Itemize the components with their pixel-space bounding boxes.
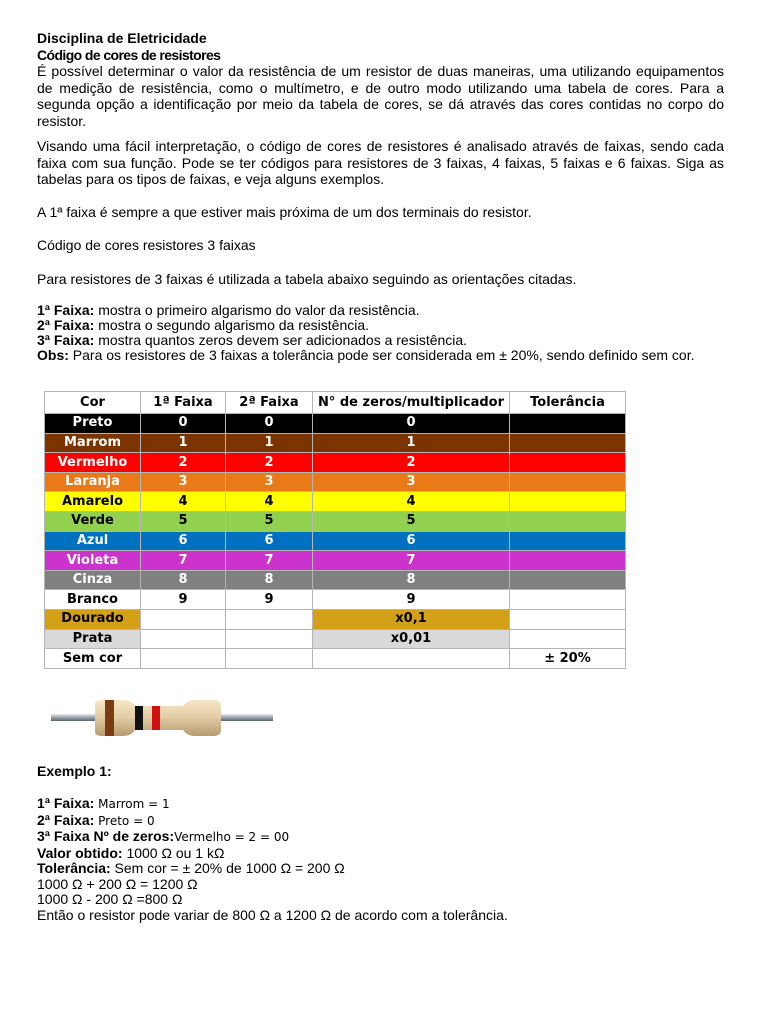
cell-tolerancia: [510, 453, 626, 473]
band-label: 1ª Faixa:: [37, 302, 95, 318]
band-descriptions: [37, 303, 724, 363]
example-band-1: [37, 796, 724, 813]
bands-paragraph: Visando uma fácil interpretação, o código de cores de resistores é analisado através de faixas, sendo cada faixa com sua função. Pode se ter códigos para resistores de 3 faixas, 4 faixas, 5 faixas e 6 faixas. Siga as tabelas para os tipos de faixas, e veja alguns exemplos.: [37, 138, 724, 187]
cell-cor: Vermelho: [45, 453, 141, 473]
cell-faixa-1: [141, 649, 226, 669]
cell-faixa-1: 1: [141, 433, 226, 453]
table-row: [45, 649, 626, 669]
observation: [37, 348, 724, 363]
resistor-lead-left: [51, 714, 101, 721]
cell-tolerancia: ± 20%: [510, 649, 626, 669]
example-band-2: [37, 813, 724, 830]
cell-multiplicador: 0: [313, 414, 510, 434]
cell-faixa-1: [141, 629, 226, 649]
cell-faixa-1: 2: [141, 453, 226, 473]
table-body: [45, 414, 626, 669]
cell-faixa-1: 3: [141, 472, 226, 492]
first-band-note: A 1ª faixa é sempre a que estiver mais próxima de um dos terminais do resistor.: [37, 203, 532, 220]
cell-multiplicador: x0,01: [313, 629, 510, 649]
cell-multiplicador: 7: [313, 551, 510, 571]
example-calc-max: 1000 Ω + 200 Ω = 1200 Ω: [37, 875, 198, 892]
header-tolerancia: Tolerância: [510, 392, 626, 414]
table-row: [45, 433, 626, 453]
cell-faixa-1: 4: [141, 492, 226, 512]
cell-cor: Marrom: [45, 433, 141, 453]
table-intro: Para resistores de 3 faixas é utilizada a tabela abaixo seguindo as orientações citadas.: [37, 270, 577, 287]
cell-faixa-2: [226, 610, 313, 630]
band-1-description: [37, 303, 724, 318]
resistor-band-red: [152, 706, 160, 730]
cell-faixa-1: 6: [141, 531, 226, 551]
header-faixa-2: 2ª Faixa: [226, 392, 313, 414]
cell-tolerancia: [510, 414, 626, 434]
band-text: mostra quantos zeros devem ser adicionados a resistência.: [94, 332, 468, 348]
cell-multiplicador: 4: [313, 492, 510, 512]
cell-multiplicador: x0,1: [313, 610, 510, 630]
example-label: 3ª Faixa Nº de zeros:: [37, 828, 175, 844]
cell-cor: Azul: [45, 531, 141, 551]
resistor-lead-right: [217, 714, 273, 721]
cell-multiplicador: 9: [313, 590, 510, 610]
example-band-3: [37, 829, 724, 846]
cell-faixa-1: 0: [141, 414, 226, 434]
table-row: [45, 512, 626, 532]
cell-faixa-2: 9: [226, 590, 313, 610]
obs-label: Obs:: [37, 347, 69, 363]
cell-tolerancia: [510, 492, 626, 512]
cell-tolerancia: [510, 512, 626, 532]
cell-tolerancia: [510, 570, 626, 590]
cell-faixa-2: 1: [226, 433, 313, 453]
example-valor: [37, 846, 724, 862]
cell-cor: Cinza: [45, 570, 141, 590]
color-code-table: [44, 391, 626, 669]
cell-multiplicador: [313, 649, 510, 669]
cell-tolerancia: [510, 610, 626, 630]
example-value: Preto = 0: [94, 813, 155, 828]
cell-multiplicador: 2: [313, 453, 510, 473]
cell-faixa-2: 8: [226, 570, 313, 590]
cell-multiplicador: 1: [313, 433, 510, 453]
table-header-row: [45, 392, 626, 414]
table-row: [45, 414, 626, 434]
cell-faixa-2: 2: [226, 453, 313, 473]
cell-cor: Amarelo: [45, 492, 141, 512]
cell-tolerancia: [510, 531, 626, 551]
table-row: [45, 590, 626, 610]
cell-cor: Violeta: [45, 551, 141, 571]
table-row: [45, 453, 626, 473]
example-title: Exemplo 1:: [37, 763, 112, 779]
example-label: Tolerância:: [37, 860, 111, 876]
document-subtitle: Código de cores de resistores: [37, 47, 221, 63]
example-calc-min: 1000 Ω - 200 Ω =800 Ω: [37, 891, 183, 907]
band-3-description: [37, 333, 724, 348]
cell-faixa-2: [226, 649, 313, 669]
cell-tolerancia: [510, 433, 626, 453]
band-2-description: [37, 318, 724, 333]
cell-cor: Laranja: [45, 472, 141, 492]
cell-multiplicador: 8: [313, 570, 510, 590]
cell-tolerancia: [510, 472, 626, 492]
table-row: [45, 472, 626, 492]
cell-cor: Branco: [45, 590, 141, 610]
spacer: [37, 779, 724, 796]
document-title: Disciplina de Eletricidade: [37, 30, 207, 46]
cell-faixa-2: [226, 629, 313, 649]
header-faixa-1: 1ª Faixa: [141, 392, 226, 414]
cell-faixa-1: 9: [141, 590, 226, 610]
resistor-band-black: [135, 706, 143, 730]
cell-tolerancia: [510, 590, 626, 610]
example-label: 1ª Faixa:: [37, 795, 95, 811]
cell-cor: Sem cor: [45, 649, 141, 669]
cell-faixa-2: 6: [226, 531, 313, 551]
cell-cor: Preto: [45, 414, 141, 434]
cell-multiplicador: 3: [313, 472, 510, 492]
cell-faixa-2: 4: [226, 492, 313, 512]
example-label: 2ª Faixa:: [37, 811, 95, 828]
cell-faixa-1: 7: [141, 551, 226, 571]
cell-cor: Dourado: [45, 610, 141, 630]
table-row: [45, 610, 626, 630]
section-heading-3-bands: Código de cores resistores 3 faixas: [37, 237, 256, 253]
band-label: 2ª Faixa:: [37, 317, 95, 333]
example-value: Sem cor = ± 20% de 1000 Ω = 200 Ω: [110, 860, 345, 876]
cell-faixa-2: 0: [226, 414, 313, 434]
example-conclusion: Então o resistor pode variar de 800 Ω a 1200 Ω de acordo com a tolerância.: [37, 906, 508, 923]
header-multiplicador: N° de zeros/multiplicador: [313, 392, 510, 414]
header-cor: Cor: [45, 392, 141, 414]
example-label: Valor obtido:: [37, 844, 123, 861]
intro-paragraph: É possível determinar o valor da resistência de um resistor de duas maneiras, uma utilizando equipamentos de medição de resistência, como o multímetro, e de outro modo utilizando uma tabela de cores. Para a segunda opção a identificação por meio da tabela de cores, se dá através das cores contidas no corpo do resistor.: [37, 63, 724, 129]
band-label: 3ª Faixa:: [37, 332, 95, 348]
cell-tolerancia: [510, 629, 626, 649]
cell-cor: Prata: [45, 629, 141, 649]
cell-tolerancia: [510, 551, 626, 571]
table-row: [45, 629, 626, 649]
cell-faixa-2: 5: [226, 512, 313, 532]
band-text: mostra o primeiro algarismo do valor da resistência.: [94, 302, 420, 318]
example-value: Marrom = 1: [94, 797, 170, 811]
cell-faixa-2: 3: [226, 472, 313, 492]
cell-cor: Verde: [45, 512, 141, 532]
cell-multiplicador: 6: [313, 531, 510, 551]
obs-text: Para os resistores de 3 faixas a tolerância pode ser considerada em ± 20%, sendo definido sem cor.: [68, 347, 695, 363]
table-row: [45, 492, 626, 512]
cell-faixa-2: 7: [226, 551, 313, 571]
example-value: Vermelho = 2 = 00: [174, 830, 290, 844]
cell-faixa-1: 5: [141, 512, 226, 532]
cell-multiplicador: 5: [313, 512, 510, 532]
table-row: [45, 551, 626, 571]
document-body: [37, 30, 724, 363]
example-section: [37, 763, 724, 923]
cell-faixa-1: [141, 610, 226, 630]
resistor-image: [37, 688, 283, 748]
table-row: [45, 570, 626, 590]
cell-faixa-1: 8: [141, 570, 226, 590]
table-row: [45, 531, 626, 551]
resistor-band-brown: [105, 700, 114, 736]
example-value: 1000 Ω ou 1 kΩ: [122, 844, 225, 861]
band-text: mostra o segundo algarismo da resistência.: [94, 317, 370, 333]
example-tolerancia: [37, 861, 724, 877]
